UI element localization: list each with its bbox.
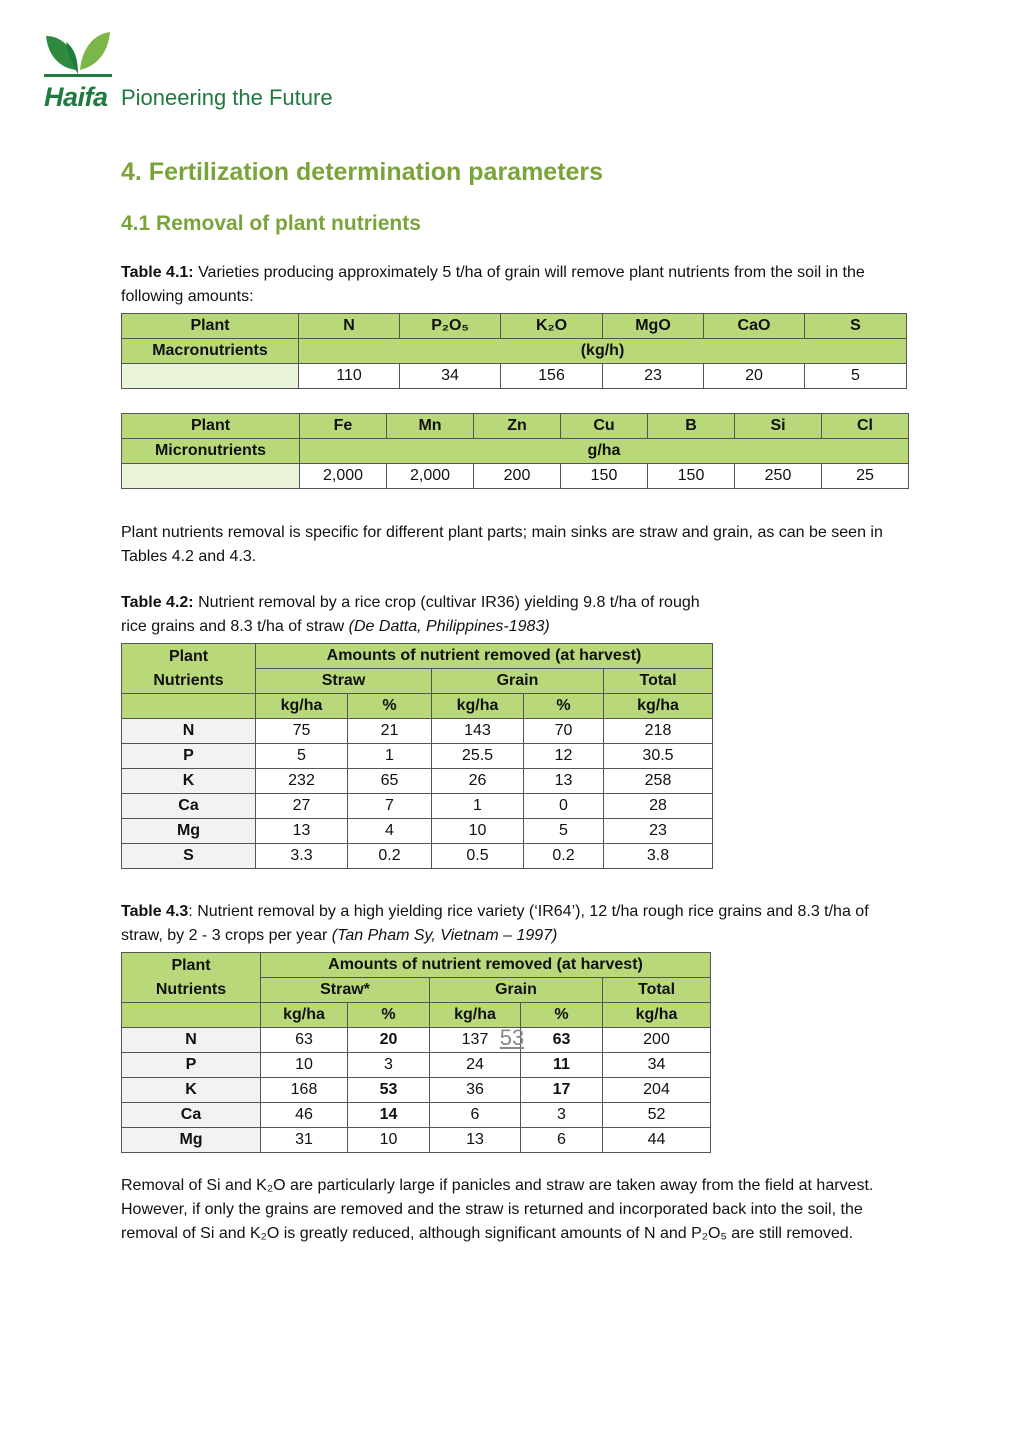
table3-body-row-nutrient: K (122, 1078, 261, 1103)
table3-body-row-nutrient: Mg (122, 1128, 261, 1153)
table3-body-cell: 63 (261, 1028, 348, 1053)
table3-body-cell: 13 (430, 1128, 521, 1153)
table3-body-cell: 200 (603, 1028, 711, 1053)
table3-body-cell: 17 (521, 1078, 603, 1103)
table2-corner-header (122, 644, 256, 694)
table2-total-header: Total (604, 669, 713, 694)
table3-corner-header (122, 953, 261, 1003)
table3-body-cell: 137 (430, 1028, 521, 1053)
table3-corner-2: Nutrients (155, 980, 227, 998)
table2-body-cell: 0.2 (348, 844, 432, 869)
table2-body-cell: 13 (524, 769, 604, 794)
table3-straw-header: Straw* (261, 978, 430, 1003)
table3-empty-header (122, 1003, 261, 1028)
table2-group-header: Amounts of nutrient removed (at harvest) (256, 644, 713, 669)
table2-caption-text: Nutrient removal by a rice crop (cultivar IR36) yielding 9.8 t/ha of rough rice grains and 8.3 t/ha of straw (121, 594, 700, 635)
table3-caption-source: (Tan Pham Sy, Vietnam – 1997) (331, 927, 558, 944)
table3-total-header: Total (603, 978, 711, 1003)
table2-body-cell: 30.5 (604, 744, 713, 769)
macro-value: 20 (704, 364, 805, 389)
table3-body-row (122, 1078, 711, 1103)
logo-tagline: Pioneering the Future (121, 85, 333, 110)
table2-body-row-nutrient: S (122, 844, 256, 869)
table2-body-cell: 75 (256, 719, 348, 744)
micro-value: 250 (735, 464, 822, 489)
table3-body-cell: 63 (521, 1028, 603, 1053)
table3-grain-header: Grain (430, 978, 603, 1003)
table2-body-row (122, 844, 713, 869)
micro-empty-cell (122, 464, 300, 489)
micro-header: B (648, 414, 735, 439)
table1-caption (121, 261, 901, 309)
table2-body-cell: 10 (432, 819, 524, 844)
table3-body-cell: 6 (430, 1103, 521, 1128)
micro-value: 150 (561, 464, 648, 489)
macro-unit: (kg/h) (299, 339, 907, 364)
table3-body-cell: 3 (521, 1103, 603, 1128)
table3-sub-header: kg/ha (261, 1003, 348, 1028)
table3-body-cell: 204 (603, 1078, 711, 1103)
table2-body-cell: 21 (348, 719, 432, 744)
table2-body-cell: 3.3 (256, 844, 348, 869)
table3-body-cell: 168 (261, 1078, 348, 1103)
table3-sub-header: % (348, 1003, 430, 1028)
table3-body-cell: 14 (348, 1103, 430, 1128)
logo-wordmark: Haifa (44, 82, 108, 112)
micro-unit: g/ha (300, 439, 909, 464)
table3-caption (121, 900, 911, 948)
table-macronutrients (121, 313, 907, 389)
table2-body-cell: 1 (348, 744, 432, 769)
table3-body-row-nutrient: N (122, 1028, 261, 1053)
micro-value: 200 (474, 464, 561, 489)
page-number: 53 (499, 1025, 525, 1050)
table2-body-cell: 4 (348, 819, 432, 844)
table3-body-cell: 44 (603, 1128, 711, 1153)
table3-sub-header: kg/ha (430, 1003, 521, 1028)
table2-body-row (122, 769, 713, 794)
macro-header: P₂O₅ (400, 314, 501, 339)
table3-body-cell: 24 (430, 1053, 521, 1078)
table3-body-cell: 31 (261, 1128, 348, 1153)
table2-corner-1: Plant (168, 647, 209, 665)
table3-body-cell: 34 (603, 1053, 711, 1078)
table3-body-cell: 10 (261, 1053, 348, 1078)
table2-body-cell: 232 (256, 769, 348, 794)
table2-body-cell: 27 (256, 794, 348, 819)
table2-body-row-nutrient: Mg (122, 819, 256, 844)
haifa-logo (44, 30, 364, 112)
macro-value: 156 (501, 364, 603, 389)
table-nutrient-removal-ir36 (121, 643, 713, 869)
table2-body-cell: 70 (524, 719, 604, 744)
table3-body-cell: 6 (521, 1128, 603, 1153)
table-nutrient-removal-ir64 (121, 952, 711, 1153)
leaf-logo-icon (44, 30, 114, 82)
table2-caption-source: (De Datta, Philippines-1983) (348, 618, 550, 635)
subsection-heading: 4.1 Removal of plant nutrients (121, 212, 421, 235)
table2-body-cell: 28 (604, 794, 713, 819)
table2-sub-header: % (524, 694, 604, 719)
micro-value: 2,000 (387, 464, 474, 489)
paragraph-si-k2o-removal: Removal of Si and K₂O are particularly large if panicles and straw are taken away from the field at harvest. However, if only the grains are removed and the straw is returned and incorporated back into the soil, the removal of Si and K₂O is greatly reduced, although significant amounts of N and P₂O₅ are still removed. (121, 1177, 874, 1242)
micro-header: Fe (300, 414, 387, 439)
micro-header: Cu (561, 414, 648, 439)
macro-value: 5 (805, 364, 907, 389)
table3-body-row (122, 1128, 711, 1153)
table2-body-cell: 0.5 (432, 844, 524, 869)
table2-body-row (122, 819, 713, 844)
table2-body-cell: 0 (524, 794, 604, 819)
table2-body-cell: 0.2 (524, 844, 604, 869)
table2-body-cell: 7 (348, 794, 432, 819)
macro-empty-cell (122, 364, 299, 389)
macro-header: CaO (704, 314, 805, 339)
table3-body-cell: 11 (521, 1053, 603, 1078)
macro-value: 34 (400, 364, 501, 389)
paragraph-parts-removal: Plant nutrients removal is specific for different plant parts; main sinks are straw and grain, as can be seen in Tables 4.2 and 4.3. (121, 524, 883, 565)
table2-sub-header: kg/ha (604, 694, 713, 719)
micro-header: Mn (387, 414, 474, 439)
table2-body-row-nutrient: Ca (122, 794, 256, 819)
table2-body-cell: 143 (432, 719, 524, 744)
table3-body-cell: 10 (348, 1128, 430, 1153)
table3-body-row-nutrient: P (122, 1053, 261, 1078)
table2-caption (121, 591, 721, 639)
table3-body-cell: 52 (603, 1103, 711, 1128)
table2-body-cell: 13 (256, 819, 348, 844)
table2-body-cell: 3.8 (604, 844, 713, 869)
macro-row-label-2: Macronutrients (122, 339, 299, 364)
micro-value: 2,000 (300, 464, 387, 489)
table2-body-cell: 218 (604, 719, 713, 744)
table2-body-row (122, 744, 713, 769)
table3-body-cell: 3 (348, 1053, 430, 1078)
table2-body-cell: 12 (524, 744, 604, 769)
micro-header: Si (735, 414, 822, 439)
table3-corner-1: Plant (171, 956, 211, 974)
table3-sub-header: % (521, 1003, 603, 1028)
section-heading: 4. Fertilization determination parameters (121, 158, 604, 186)
table3-body-cell: 46 (261, 1103, 348, 1128)
table2-empty-header (122, 694, 256, 719)
table-micronutrients (121, 413, 909, 489)
micro-value: 25 (822, 464, 909, 489)
table2-body-row-nutrient: K (122, 769, 256, 794)
macro-header: MgO (603, 314, 704, 339)
table2-sub-header: kg/ha (432, 694, 524, 719)
table3-body-cell: 20 (348, 1028, 430, 1053)
table2-body-cell: 23 (604, 819, 713, 844)
table2-body-row (122, 794, 713, 819)
table3-body-cell: 53 (348, 1078, 430, 1103)
table3-sub-header: kg/ha (603, 1003, 711, 1028)
table1-caption-text: Varieties producing approximately 5 t/ha of grain will remove plant nutrients from the soil in the following amounts: (121, 264, 865, 305)
table2-body-cell: 5 (524, 819, 604, 844)
micro-header: Cl (822, 414, 909, 439)
table2-sub-header: % (348, 694, 432, 719)
table2-body-row (122, 719, 713, 744)
macro-row-label-1: Plant (122, 314, 299, 339)
table3-body-row-nutrient: Ca (122, 1103, 261, 1128)
table3-caption-text: : Nutrient removal by a high yielding rice variety (‘IR64’), 12 t/ha rough rice grains and 8.3 t/ha of straw, by 2 - 3 crops per year (121, 903, 869, 944)
table3-body-cell: 36 (430, 1078, 521, 1103)
table2-body-row-nutrient: P (122, 744, 256, 769)
micro-header: Zn (474, 414, 561, 439)
table2-body-cell: 258 (604, 769, 713, 794)
table3-body-row (122, 1053, 711, 1078)
table3-group-header: Amounts of nutrient removed (at harvest) (261, 953, 711, 978)
table2-grain-header: Grain (432, 669, 604, 694)
table2-straw-header: Straw (256, 669, 432, 694)
table2-body-cell: 5 (256, 744, 348, 769)
micro-row-label-1: Plant (122, 414, 300, 439)
table2-caption-label: Table 4.2: (121, 594, 194, 611)
table2-body-cell: 1 (432, 794, 524, 819)
macro-value: 23 (603, 364, 704, 389)
table1-caption-label: Table 4.1: (121, 264, 194, 281)
macro-header: S (805, 314, 907, 339)
table2-body-cell: 65 (348, 769, 432, 794)
table2-sub-header: kg/ha (256, 694, 348, 719)
table2-body-cell: 26 (432, 769, 524, 794)
table3-caption-label: Table 4.3 (121, 903, 189, 920)
macro-header: N (299, 314, 400, 339)
micro-row-label-2: Micronutrients (122, 439, 300, 464)
macro-header: K₂O (501, 314, 603, 339)
table2-body-cell: 25.5 (432, 744, 524, 769)
micro-value: 150 (648, 464, 735, 489)
table2-body-row-nutrient: N (122, 719, 256, 744)
table2-corner-2: Nutrients (153, 671, 224, 689)
macro-value: 110 (299, 364, 400, 389)
table3-body-row (122, 1103, 711, 1128)
